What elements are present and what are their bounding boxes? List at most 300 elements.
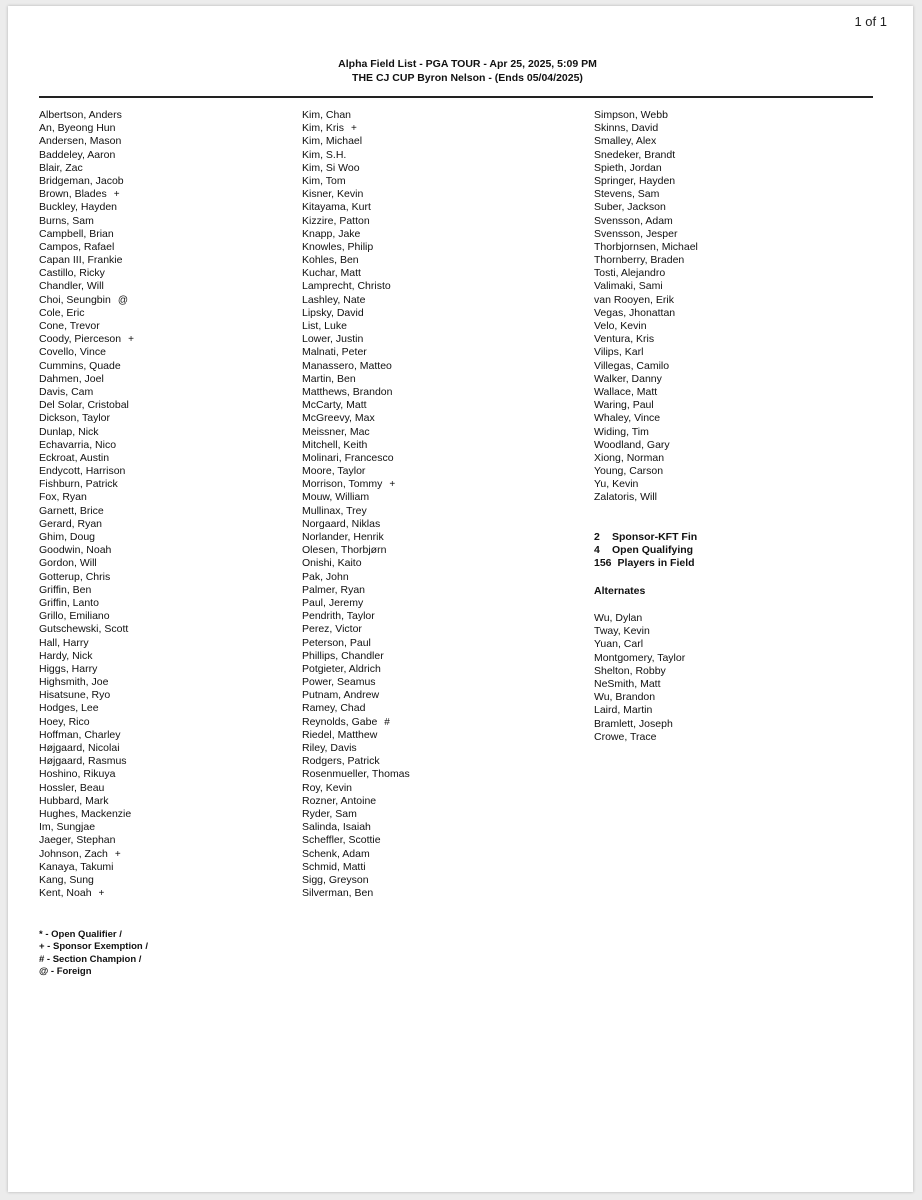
player-row [302,623,410,636]
player-row [39,188,134,201]
player-column-1 [39,109,134,900]
player-row [302,676,410,689]
player-name: Griffin, Lanto [39,596,99,609]
player-name: Highsmith, Joe [39,676,109,689]
player-row [39,729,134,742]
player-name: Hardy, Nick [39,649,93,662]
summary-row [594,531,697,544]
player-name: Rosenmueller, Thomas [302,768,410,781]
player-name: Choi, Seungbin [39,293,111,306]
player-name: McGreevy, Max [302,412,375,425]
player-name: Fox, Ryan [39,491,87,504]
player-row [302,887,410,900]
player-name: Cummins, Quade [39,359,121,372]
player-row [39,663,134,676]
player-row [39,135,134,148]
player-name: Gutschewski, Scott [39,623,129,636]
player-name: Højgaard, Rasmus [39,755,127,768]
player-name: Norgaard, Niklas [302,517,381,530]
player-name: Paul, Jeremy [302,596,364,609]
player-name: Manassero, Matteo [302,359,392,372]
player-row [594,426,698,439]
player-row [39,597,134,610]
player-row [39,109,134,122]
header-title: Alpha Field List - PGA TOUR - Apr 25, 2025, 5:09 PM [338,58,597,70]
player-row [594,373,698,386]
player-name: McCarty, Matt [302,399,367,412]
page-number: 1 of 1 [854,14,887,29]
player-name: Ventura, Kris [594,333,655,346]
player-row [302,834,410,847]
alternate-row: Shelton, Robby [594,664,666,677]
player-row [302,465,410,478]
player-row [39,439,134,452]
player-row [594,346,698,359]
player-row [39,307,134,320]
player-name: Dahmen, Joel [39,372,104,385]
player-name: Hodges, Lee [39,702,99,715]
alternate-row: Montgomery, Taylor [594,651,686,664]
player-name: Morrison, Tommy [302,478,383,491]
player-row [39,333,134,346]
player-name: Fishburn, Patrick [39,478,118,491]
player-name: Vilips, Karl [594,346,644,359]
player-name: Pendrith, Taylor [302,610,375,623]
player-name: Skinns, David [594,122,659,135]
player-row [594,109,698,122]
player-name: Bridgeman, Jacob [39,174,124,187]
player-row [302,650,410,663]
player-name: List, Luke [302,320,347,332]
player-row [594,215,698,228]
player-row [302,188,410,201]
player-name: Simpson, Webb [594,109,668,121]
player-row [302,584,410,597]
player-name: Lashley, Nate [302,293,366,306]
player-row [594,307,698,320]
player-row [302,610,410,623]
player-name: Hubbard, Mark [39,794,109,807]
player-name: Woodland, Gary [594,438,670,451]
player-status-mark: + [98,888,105,900]
alternate-row: NeSmith, Matt [594,677,661,690]
summary-label: Players in Field [617,557,695,570]
player-name: Eckroat, Austin [39,451,110,464]
player-name: Griffin, Ben [39,583,92,596]
alternate-row: Laird, Martin [594,704,653,717]
player-name: Hoffman, Charley [39,728,121,741]
player-row [594,294,698,307]
player-name: Xiong, Norman [594,451,665,464]
player-name: Im, Sungjae [39,821,96,834]
player-name: Riedel, Matthew [302,728,378,741]
player-name: Hughes, Mackenzie [39,807,132,820]
player-row [39,795,134,808]
player-name: Potgieter, Aldrich [302,662,381,675]
player-row [302,333,410,346]
player-row [302,782,410,795]
player-row [594,149,698,162]
player-row [594,201,698,214]
player-name: Olesen, Thorbjørn [302,544,387,557]
summary-count: 2 [594,531,600,543]
player-name: Kitayama, Kurt [302,201,371,214]
player-name: Coody, Pierceson [39,333,122,346]
player-name: Cole, Eric [39,306,85,319]
player-name: Suber, Jackson [594,201,666,214]
player-name: Knowles, Philip [302,240,374,253]
player-row [302,135,410,148]
player-row [302,307,410,320]
player-name: Garnett, Brice [39,504,104,517]
player-row [302,346,410,359]
player-name: Covello, Vince [39,346,106,359]
player-name: Dickson, Taylor [39,412,110,425]
player-name: Hoshino, Rikuya [39,768,116,781]
player-name: Kim, Michael [302,135,363,148]
player-name: Goodwin, Noah [39,544,112,557]
player-row [39,821,134,834]
document-page [8,6,913,1192]
player-name: Castillo, Ricky [39,267,105,280]
player-name: Kent, Noah [39,887,92,900]
player-row [302,439,410,452]
player-row [39,531,134,544]
player-row [39,742,134,755]
player-name: Thornberry, Braden [594,254,685,267]
player-name: Jaeger, Stephan [39,834,116,847]
player-row [39,373,134,386]
player-row [302,149,410,162]
summary-count: 156 [594,557,612,570]
player-name: Hall, Harry [39,636,89,649]
player-row [302,637,410,650]
summary-label: Open Qualifying [612,544,694,557]
alternate-row: Wu, Brandon [594,691,656,704]
player-row [302,874,410,887]
field-summary [594,531,697,571]
player-name: Velo, Kevin [594,320,647,332]
player-name: Phillips, Chandler [302,649,384,662]
player-row [594,333,698,346]
player-name: Andersen, Mason [39,135,122,148]
player-row [39,557,134,570]
player-row [39,267,134,280]
player-name: Lamprecht, Christo [302,280,391,293]
player-row [39,175,134,188]
player-name: Mouw, William [302,491,370,504]
player-name: Norlander, Henrik [302,531,384,543]
player-row [39,215,134,228]
player-row [594,412,698,425]
player-status-mark: + [114,848,121,860]
player-row [39,702,134,715]
alternate-row: Yuan, Carl [594,638,644,651]
player-name: Kim, Kris [302,122,344,135]
player-row [39,162,134,175]
player-name: Zalatoris, Will [594,491,658,504]
player-name: Ghim, Doug [39,531,96,543]
player-row [39,320,134,333]
player-name: Knapp, Jake [302,227,361,240]
player-row [302,755,410,768]
player-name: Kim, Si Woo [302,161,360,174]
player-row [302,426,410,439]
player-name: Scheffler, Scottie [302,834,381,847]
player-row [302,280,410,293]
alternate-row: Wu, Dylan [594,612,643,624]
player-row [39,465,134,478]
alternate-row: Crowe, Trace [594,730,657,743]
player-name: Kuchar, Matt [302,267,361,280]
player-name: Reynolds, Gabe [302,715,378,728]
player-name: Wallace, Matt [594,385,658,398]
player-name: Burns, Sam [39,214,94,227]
player-row [302,716,410,729]
player-name: Thorbjornsen, Michael [594,240,698,253]
player-row [302,544,410,557]
alternate-row: Tway, Kevin [594,625,650,638]
player-name: Young, Carson [594,465,664,478]
player-row [302,861,410,874]
player-name: Whaley, Vince [594,412,661,425]
player-row [302,505,410,518]
header-subtitle: THE CJ CUP Byron Nelson - (Ends 05/04/2025) [352,72,583,84]
player-name: Yu, Kevin [594,478,639,491]
alternates-list [594,612,685,744]
player-row [594,228,698,241]
player-row [302,478,410,491]
player-row [594,465,698,478]
player-name: Waring, Paul [594,399,654,412]
player-row [39,571,134,584]
player-name: Onishi, Kaito [302,557,362,570]
player-name: Palmer, Ryan [302,583,366,596]
player-name: Johnson, Zach [39,847,108,860]
player-name: Endycott, Harrison [39,465,126,478]
player-row [39,412,134,425]
player-name: Salinda, Isaiah [302,821,371,834]
player-name: Kim, Chan [302,109,352,121]
player-name: Springer, Hayden [594,174,676,187]
alternate-row: Bramlett, Joseph [594,717,673,730]
player-row [302,294,410,307]
header-divider [39,96,873,98]
player-row [594,439,698,452]
player-row [39,122,134,135]
player-name: Del Solar, Cristobal [39,399,129,412]
player-row [39,452,134,465]
legend-item: @ - Foreign [39,966,92,978]
player-row [594,399,698,412]
player-name: Meissner, Mac [302,425,370,438]
player-row [302,768,410,781]
player-row [302,848,410,861]
player-name: Brown, Blades [39,188,107,201]
player-row [39,505,134,518]
player-row [39,399,134,412]
player-row [302,373,410,386]
player-row [302,729,410,742]
player-name: Dunlap, Nick [39,425,99,438]
player-name: Higgs, Harry [39,662,98,675]
player-row [39,808,134,821]
player-row [302,689,410,702]
player-name: Kim, Tom [302,174,346,187]
player-name: Rodgers, Patrick [302,755,380,768]
player-row [302,795,410,808]
player-row [302,412,410,425]
player-name: Buckley, Hayden [39,201,118,214]
player-name: Perez, Victor [302,623,362,636]
player-status-mark: + [113,189,120,201]
player-row [302,320,410,333]
player-row [302,386,410,399]
player-name: Hoey, Rico [39,715,90,728]
player-row [594,254,698,267]
player-row [594,267,698,280]
player-name: Echavarria, Nico [39,438,117,451]
player-name: Vegas, Jhonattan [594,306,676,319]
player-name: An, Byeong Hun [39,122,116,135]
player-row [594,320,698,333]
player-name: Power, Seamus [302,676,376,689]
document-header [8,57,913,85]
player-row [594,162,698,175]
alternates-heading: Alternates [594,585,646,597]
summary-row [594,544,697,557]
player-row [39,426,134,439]
player-row [594,175,698,188]
player-name: Tosti, Alejandro [594,267,666,280]
player-row [302,557,410,570]
player-name: Rozner, Antoine [302,794,377,807]
player-name: Baddeley, Aaron [39,148,116,161]
player-column-2 [302,109,410,900]
player-row [302,452,410,465]
player-row [302,518,410,531]
summary-label: Sponsor-KFT Fin [612,531,698,543]
player-row [39,768,134,781]
player-row [39,386,134,399]
player-name: Mullinax, Trey [302,504,367,517]
player-name: Stevens, Sam [594,188,660,201]
player-row [302,491,410,504]
player-name: Mitchell, Keith [302,438,368,451]
player-row [594,491,698,504]
player-row [594,478,698,491]
player-name: Albertson, Anders [39,109,122,121]
player-name: Grillo, Emiliano [39,610,110,623]
player-row [39,676,134,689]
player-row [302,571,410,584]
player-name: Gerard, Ryan [39,517,103,530]
player-name: Spieth, Jordan [594,161,662,174]
player-status-mark: @ [117,294,128,306]
player-row [594,280,698,293]
player-row [39,610,134,623]
legend-item: # - Section Champion / [39,953,142,965]
player-name: Lipsky, David [302,306,364,319]
player-name: Moore, Taylor [302,465,366,478]
player-name: Campos, Rafael [39,240,115,253]
player-name: Capan III, Frankie [39,254,123,267]
player-row [302,241,410,254]
player-row [594,386,698,399]
player-row [39,228,134,241]
player-name: Schenk, Adam [302,847,370,860]
player-name: Højgaard, Nicolai [39,742,120,754]
summary-row [594,557,697,570]
player-name: Peterson, Paul [302,636,371,649]
player-name: Smalley, Alex [594,135,657,148]
player-name: Hossler, Beau [39,781,105,794]
player-row [39,149,134,162]
player-name: Hisatsune, Ryo [39,689,111,702]
player-status-mark: # [384,716,390,728]
player-row [302,399,410,412]
player-row [39,716,134,729]
player-row [302,175,410,188]
player-row [39,887,134,900]
player-row [302,808,410,821]
player-row [39,280,134,293]
player-name: Matthews, Brandon [302,385,393,398]
player-row [39,834,134,847]
player-row [39,201,134,214]
player-row [302,162,410,175]
player-name: Widing, Tim [594,425,649,438]
player-row [594,135,698,148]
player-row [39,544,134,557]
player-row [302,531,410,544]
player-name: Silverman, Ben [302,887,374,900]
player-row [39,518,134,531]
player-name: Chandler, Will [39,280,104,293]
player-row [39,848,134,861]
player-row [39,478,134,491]
player-row [594,360,698,373]
player-column-3 [594,109,698,505]
player-name: Blair, Zac [39,161,83,174]
player-name: Svensson, Adam [594,214,673,227]
player-name: Kisner, Kevin [302,188,364,201]
legend-item: + - Sponsor Exemption / [39,941,148,953]
player-name: Campbell, Brian [39,227,114,240]
player-row [302,215,410,228]
player-name: Putnam, Andrew [302,689,380,702]
player-row [39,360,134,373]
player-row [302,201,410,214]
player-row [39,623,134,636]
player-row [39,637,134,650]
player-name: Walker, Danny [594,372,662,385]
player-name: van Rooyen, Erik [594,293,674,306]
player-row [302,254,410,267]
player-row [302,228,410,241]
player-name: Kizzire, Patton [302,214,370,227]
player-name: Valimaki, Sami [594,280,663,293]
player-name: Molinari, Francesco [302,451,394,464]
player-row [302,742,410,755]
player-row [302,597,410,610]
player-row [302,109,410,122]
player-row [302,663,410,676]
player-row [39,491,134,504]
player-name: Snedeker, Brandt [594,148,676,161]
player-row [39,861,134,874]
player-status-mark: + [351,123,357,135]
